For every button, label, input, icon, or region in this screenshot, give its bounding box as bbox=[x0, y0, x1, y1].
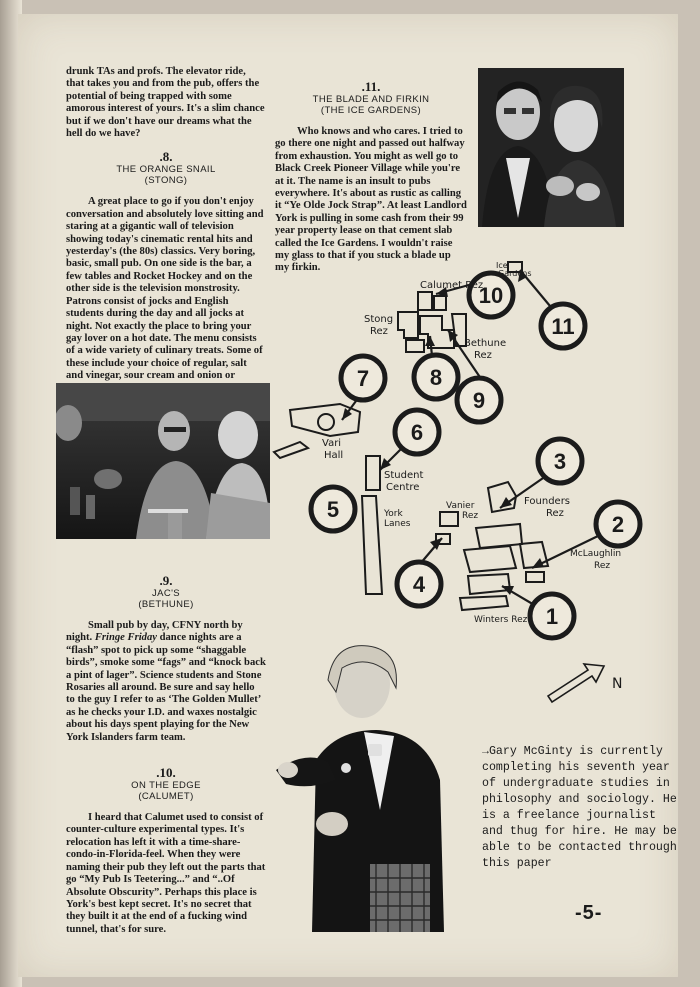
marker-5 bbox=[311, 487, 355, 531]
label-student-2: Centre bbox=[386, 482, 420, 493]
mclaughlin-building-a bbox=[520, 542, 548, 568]
page-number: -5- bbox=[575, 902, 603, 924]
pub8-body: A great place to go if you don't enjoy conversation and absolutely love sitting and staring at a gigantic wall of television showing today's cinematic rental hits and yesterday's (the 80s) classics. Very boring, basic, small pub. On one side is the bar, a few tables and Rocket Hockey and on the other side is the television monstrosity. Patrons consist of jocks and English students during the day and all jocks at night. Not exactly the place to bring your gay lover on a hot date. The menu consists of a wide variety of culinary treats. Some of these include your choice of regular, salt and vinegar, sour cream and onion or bbox=[66, 196, 264, 382]
york-lanes-building bbox=[362, 496, 382, 594]
pub10-heading bbox=[66, 766, 266, 802]
marker-4-label: 4 bbox=[412, 572, 426, 597]
marker-2-label: 2 bbox=[611, 512, 625, 537]
pub8-heading bbox=[66, 150, 266, 186]
author-photo-image bbox=[276, 640, 476, 932]
marker-circles bbox=[311, 273, 640, 638]
label-founders-2: Rez bbox=[546, 508, 564, 519]
marker-8-label: 8 bbox=[429, 365, 443, 390]
label-bethune-2: Rez bbox=[474, 350, 492, 361]
label-bethune-1: Bethune bbox=[464, 338, 507, 349]
vari-hall-rotunda bbox=[318, 414, 334, 430]
pub9-number: .9. bbox=[159, 573, 173, 588]
marker-3 bbox=[538, 439, 582, 483]
label-mclaughlin-2: Rez bbox=[594, 561, 611, 571]
marker-2 bbox=[596, 502, 640, 546]
marker-4 bbox=[397, 562, 441, 606]
marker-8 bbox=[414, 355, 458, 399]
stong-building bbox=[398, 312, 418, 338]
marker-9-label: 9 bbox=[472, 388, 486, 413]
pub9-body-b: dance nights are a “flash” spot to pick up some “shaggable birds”, smoke some “fags” and “knock back a pint of lager”. Science students and Stone Rosaries all around. Be sure and say hello to the guy I refer to as ‘The Golden Mullet’ as he checks your I.D. and waxes nostalgic about his days spent playing for the New York Islanders farm team. bbox=[66, 632, 266, 743]
pub10-location: (CALUMET) bbox=[138, 791, 194, 803]
label-vari-2: Hall bbox=[324, 450, 344, 461]
pub9-location: (BETHUNE) bbox=[138, 599, 194, 610]
marker-10-label: 10 bbox=[478, 283, 504, 308]
pub9-body-em: Fringe Friday bbox=[94, 632, 157, 644]
author-photo bbox=[276, 640, 476, 932]
winters-building-b bbox=[460, 596, 508, 610]
calumet-building-b bbox=[434, 296, 446, 310]
founders-building-b bbox=[476, 524, 522, 548]
label-winters: Winters Rez bbox=[474, 615, 528, 625]
north-arrow-icon bbox=[548, 664, 604, 702]
pub11-body: Who knows and who cares. I tried to go there one night and passed out halfway from exhaustion. You might as well go to Black Creek Pioneer Village while you're at it. The name is an insult to pubs everywhere. It's about as rustic as calling it “Ye Olde Jock Strap”. At least Landlord York is pulling in some cash from their 99 year property lease on that cement slab called the Ice Gardens. I wouldn't raise my glass to that if you stuck a blade up my firkin. bbox=[275, 126, 467, 274]
label-vari-1: Vari bbox=[322, 438, 342, 449]
marker-3-label: 3 bbox=[553, 449, 567, 474]
label-york-1: York bbox=[384, 509, 403, 519]
student-centre-building bbox=[366, 456, 380, 490]
stong-annex bbox=[406, 340, 424, 352]
pub8-name: THE ORANGE SNAIL bbox=[116, 164, 216, 176]
pub-crowd-photo bbox=[56, 383, 270, 539]
label-vanier-1: Vanier bbox=[446, 501, 475, 511]
left-column-bottom bbox=[66, 574, 266, 936]
north-label: N bbox=[612, 676, 623, 692]
core-building bbox=[464, 546, 516, 572]
marker-5-label: 5 bbox=[326, 497, 340, 522]
pub10-name: ON THE EDGE bbox=[131, 780, 201, 792]
pub11-number: .11. bbox=[361, 79, 381, 94]
label-student-1: Student bbox=[384, 470, 424, 481]
marker-11-label: 11 bbox=[551, 314, 575, 339]
two-people-photo-image bbox=[478, 68, 624, 227]
left-column-top bbox=[66, 66, 266, 395]
pub10-number: .10. bbox=[156, 765, 176, 781]
marker-7 bbox=[341, 356, 385, 400]
pub11-name: THE BLADE AND FIRKIN bbox=[312, 94, 430, 105]
pub11-heading bbox=[275, 80, 467, 116]
middle-column-top bbox=[275, 80, 467, 275]
label-vanier-2: Rez bbox=[462, 511, 479, 521]
pub11-location: (THE ICE GARDENS) bbox=[320, 105, 422, 116]
pub9-name: JAC'S bbox=[151, 588, 181, 599]
mclaughlin-building-b bbox=[526, 572, 544, 582]
calumet-building-a bbox=[418, 292, 432, 310]
marker-6 bbox=[395, 410, 439, 454]
campus-map bbox=[270, 250, 680, 705]
vari-hall-wing bbox=[274, 442, 308, 458]
marker-6-label: 6 bbox=[410, 420, 424, 445]
marker-9 bbox=[457, 378, 501, 422]
label-ice-gardens-2: Gardens bbox=[498, 269, 532, 278]
label-york-2: Lanes bbox=[384, 519, 411, 529]
pub9-body bbox=[66, 620, 266, 744]
vanier-building-a bbox=[440, 512, 458, 526]
pub8-location: (STONG) bbox=[144, 175, 188, 187]
marker-1 bbox=[530, 594, 574, 638]
label-founders-1: Founders bbox=[524, 496, 571, 507]
pub8-number: .8. bbox=[159, 149, 173, 165]
marker-7-label: 7 bbox=[356, 366, 370, 391]
pub10-body: I heard that Calumet used to consist of counter-culture experimental types. It's relocation has left it with a time-share-condo-in-Florida-feel. When they were naming their pub they left out the parts that go “My Pub Is Teetering...” and “..Of Absolute Obscurity”. Perhaps this place is York's best kept secret. It's no secret that they built it at the end of a fucking wind tunnel, that's for sure. bbox=[66, 812, 266, 935]
label-stong-1: Stong bbox=[364, 314, 394, 325]
two-people-photo bbox=[478, 68, 624, 227]
intro-paragraph: drunk TAs and profs. The elevator ride, that takes you and from the pub, offers the potential of being trapped with some amorous interest of yours. It's a slim chance but if we don't have our dreams what the hell do we have? bbox=[66, 66, 265, 140]
label-ice-gardens-1: Ice bbox=[496, 261, 508, 270]
pub9-body-a: Small pub by day, CFNY north by night. bbox=[66, 620, 243, 644]
author-bio: →Gary McGinty is currently completing his seventh year of undergraduate studies in philosophy and sociology. He is a freelance journalist and thug for hire. He may be able to be contacted through this paper bbox=[482, 745, 677, 870]
pub-crowd-photo-image bbox=[56, 383, 270, 539]
pub9-heading bbox=[66, 574, 266, 610]
label-calumet: Calumet Rez bbox=[420, 280, 484, 291]
marker-11 bbox=[541, 304, 585, 348]
winters-building-a bbox=[468, 574, 510, 594]
marker-1-label: 1 bbox=[545, 604, 559, 629]
label-stong-2: Rez bbox=[370, 326, 388, 337]
label-mclaughlin-1: McLaughlin bbox=[570, 549, 622, 559]
